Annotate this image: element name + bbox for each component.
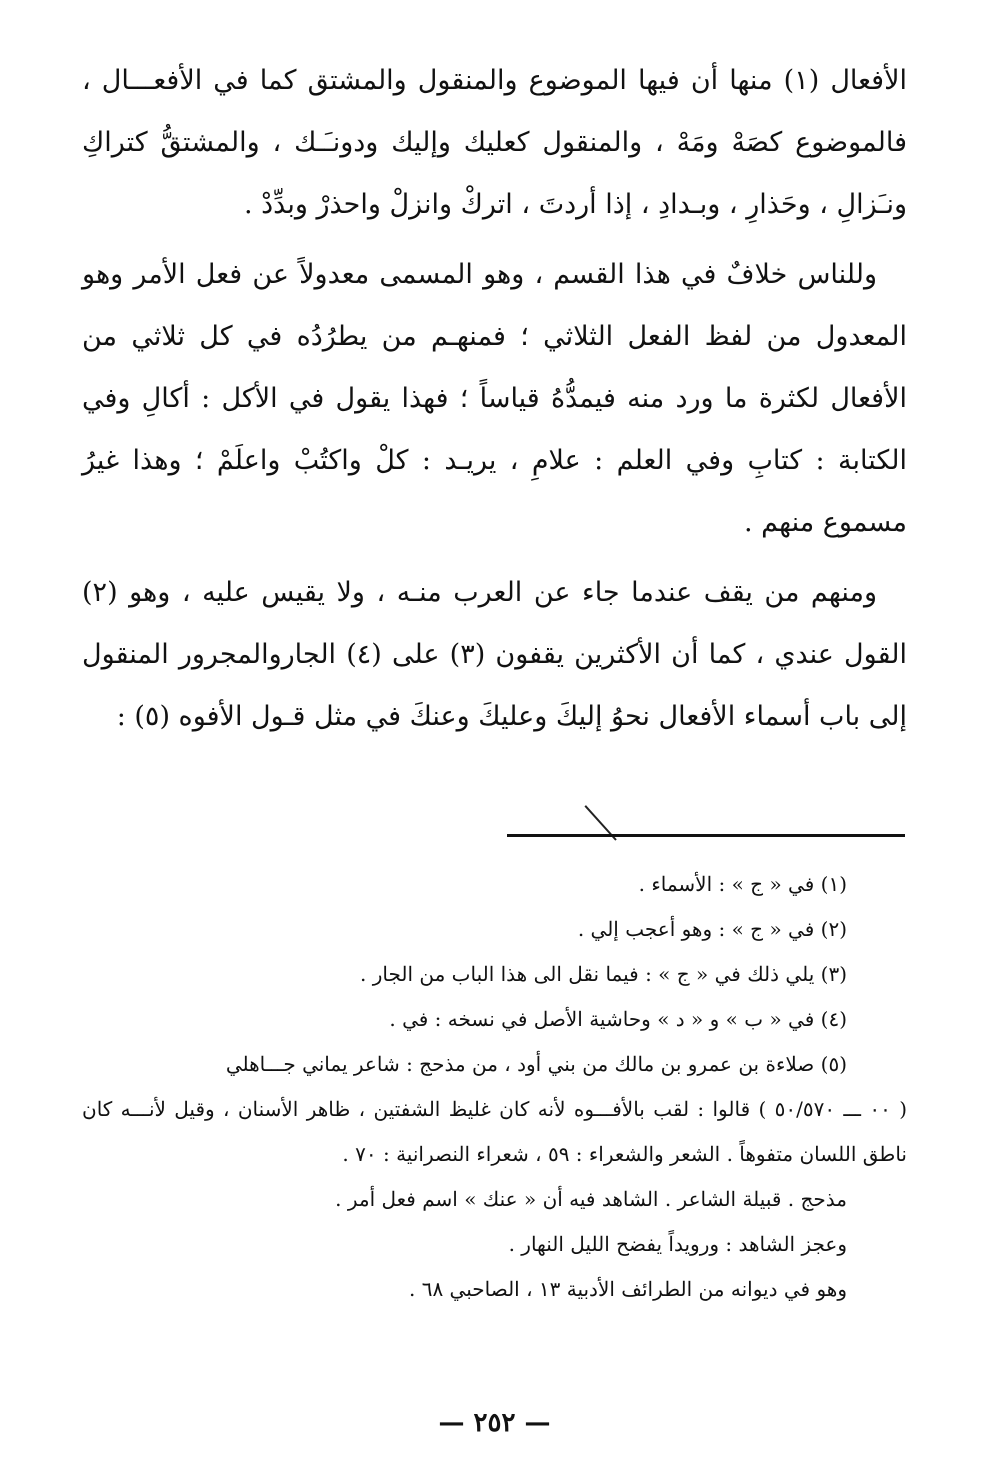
footnote-2: (٢) في « ج » : وهو أعجب إلي .: [577, 917, 847, 941]
paragraph-3: ومنهم من يقف عندما جاء عن العرب منـه ، ولا يقيس عليه ، وهو (٢) القول عندي ، كما أن الأكثرين يقفون (٣) على (٤) الجاروالمجرور المنقول إلى باب أسماء الأفعال نحوُ إليكَ وعليكَ وعنكَ في مثل قـول الأفوه (٥) :: [82, 577, 907, 732]
footnote-5-verse: وعجز الشاهد : ورويداً يفضح الليل النهار .: [508, 1232, 847, 1256]
paragraph-1: الأفعال (١) منها أن فيها الموضوع والمنقول والمشتق كما في الأفعـــال ، فالموضوع كصَهْ ومَهْ ، والمنقول كعليك وإليك ودونـَـك ، والمشتقُّ كتراكِ ونـَزالِ ، وحَذارِ ، وبـدادِ ، إذا أردتَ ، اتركْ وانزلْ واحذرْ وبدِّدْ .: [82, 65, 907, 220]
footnote-5-source: وهو في ديوانه من الطرائف الأدبية ١٣ ، الصاحبي ٦٨ .: [409, 1277, 847, 1301]
footnote-5: (٥) صلاءة بن عمرو بن مالك من بني أود ، من مذحج : شاعر يماني جـــاهلي: [225, 1052, 847, 1076]
footnote-5-remark: مذحج . قبيلة الشاعر . الشاهد فيه أن « عنك » اسم فعل أمر .: [335, 1187, 847, 1211]
footnote-4: (٤) في « ب » و « د » وحاشية الأصل في نسخه : في .: [389, 1007, 847, 1031]
footnotes: [82, 862, 907, 1312]
main-text: [82, 50, 907, 756]
page-number: — ٢٥٢ —: [438, 1408, 551, 1438]
paragraph-2: وللناس خلافٌ في هذا القسم ، وهو المسمى معدولاً عن فعل الأمر وهو المعدول من لفظ الفعل الثلاثي ؛ فمنهـم من يطرُدُه في كل ثلاثي من الأفعال لكثرة ما ورد منه فيمدُّهُ قياساً ؛ فهذا يقول في الأكل : أكالِ وفي الكتابة : كتابِ وفي العلم : علامِ ، يريـد : كلْ واكتُبْ واعلَمْ ؛ وهذا غيرُ مسموع منهم .: [82, 259, 907, 538]
footnote-separator: [507, 834, 905, 837]
footnote-3: (٣) يلي ذلك في « ج » : فيما نقل الى هذا الباب من الجار .: [359, 962, 847, 986]
footnote-5-continued: ( ٠٠ ـــ ٥٠/٥٧٠ ) قالوا : لقب بالأفـــوه لأنه كان غليظ الشفتين ، ظاهر الأسنان ، وقيل لأنـــه كان ناطق اللسان متفوهاً . الشعر والشعراء : ٥٩ ، شعراء النصرانية : ٧٠ .: [82, 1097, 907, 1166]
footnote-1: (١) في « ج » : الأسماء .: [638, 872, 847, 896]
